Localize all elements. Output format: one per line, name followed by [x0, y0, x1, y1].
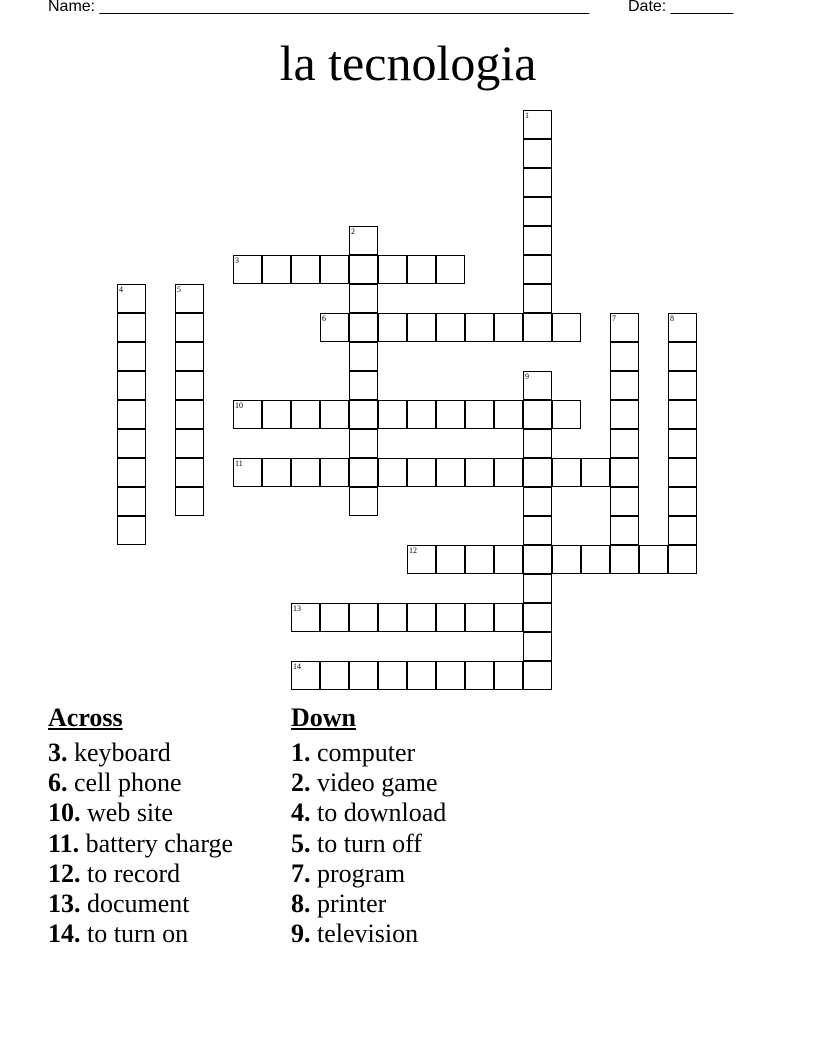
grid-cell[interactable]	[494, 545, 523, 574]
clue-number: 3	[235, 256, 239, 265]
grid-cell[interactable]	[552, 458, 581, 487]
grid-cell[interactable]	[668, 400, 697, 429]
grid-cell[interactable]	[581, 458, 610, 487]
grid-cell[interactable]	[407, 458, 436, 487]
grid-cell[interactable]	[494, 661, 523, 690]
grid-cell[interactable]	[378, 255, 407, 284]
grid-cell[interactable]	[378, 313, 407, 342]
grid-cell[interactable]	[668, 487, 697, 516]
grid-cell[interactable]	[465, 400, 494, 429]
grid-cell[interactable]	[465, 661, 494, 690]
grid-cell[interactable]	[668, 545, 697, 574]
grid-cell[interactable]	[523, 226, 552, 255]
grid-cell[interactable]	[552, 545, 581, 574]
grid-cell[interactable]	[117, 487, 146, 516]
grid-cell[interactable]	[465, 313, 494, 342]
grid-cell[interactable]	[378, 458, 407, 487]
grid-cell[interactable]	[407, 661, 436, 690]
down-clue: 9. television	[291, 919, 419, 949]
grid-cell[interactable]	[349, 603, 378, 632]
grid-cell[interactable]	[349, 255, 378, 284]
grid-cell[interactable]	[436, 313, 465, 342]
grid-cell[interactable]	[581, 545, 610, 574]
grid-cell[interactable]	[436, 545, 465, 574]
grid-cell[interactable]	[610, 371, 639, 400]
grid-cell[interactable]	[523, 429, 552, 458]
grid-cell[interactable]	[552, 400, 581, 429]
across-clue: 14. to turn on	[48, 919, 189, 949]
clue-number: 9	[525, 372, 529, 381]
grid-cell[interactable]	[320, 400, 349, 429]
grid-cell[interactable]	[523, 284, 552, 313]
grid-cell[interactable]	[291, 603, 320, 632]
down-clue: 2. video game	[291, 768, 438, 798]
grid-cell[interactable]	[233, 255, 262, 284]
across-clues	[48, 702, 233, 949]
grid-cell[interactable]	[668, 371, 697, 400]
clue-number: 12	[409, 546, 417, 555]
grid-cell[interactable]	[175, 458, 204, 487]
grid-cell[interactable]	[349, 400, 378, 429]
clue-number: 10	[235, 401, 243, 410]
grid-cell[interactable]	[378, 603, 407, 632]
grid-cell[interactable]	[668, 429, 697, 458]
grid-cell[interactable]	[175, 313, 204, 342]
grid-cell[interactable]	[349, 458, 378, 487]
grid-cell[interactable]	[610, 516, 639, 545]
grid-cell[interactable]	[349, 661, 378, 690]
grid-cell[interactable]	[349, 342, 378, 371]
grid-cell[interactable]	[117, 516, 146, 545]
grid-cell[interactable]	[523, 632, 552, 661]
grid-cell[interactable]	[407, 603, 436, 632]
grid-cell[interactable]	[117, 429, 146, 458]
grid-cell[interactable]	[349, 487, 378, 516]
grid-cell[interactable]	[349, 429, 378, 458]
grid-cell[interactable]	[117, 371, 146, 400]
grid-cell[interactable]	[349, 371, 378, 400]
clue-number: 6	[322, 314, 326, 323]
grid-cell[interactable]	[262, 400, 291, 429]
grid-cell[interactable]	[262, 255, 291, 284]
grid-cell[interactable]	[523, 545, 552, 574]
down-heading: Down	[291, 703, 357, 732]
grid-cell[interactable]	[668, 458, 697, 487]
grid-cell[interactable]	[436, 255, 465, 284]
grid-cell[interactable]	[610, 487, 639, 516]
grid-cell[interactable]	[523, 371, 552, 400]
across-clue: 3. keyboard	[48, 738, 171, 767]
grid-cell[interactable]	[436, 400, 465, 429]
grid-cell[interactable]	[320, 313, 349, 342]
grid-cell[interactable]	[610, 342, 639, 371]
grid-cell[interactable]	[378, 661, 407, 690]
grid-cell[interactable]	[523, 400, 552, 429]
date-field[interactable]: Date: _______	[628, 0, 733, 15]
grid-cell[interactable]	[349, 313, 378, 342]
grid-cell[interactable]	[291, 458, 320, 487]
clue-number: 11	[235, 459, 243, 468]
grid-cell[interactable]	[465, 545, 494, 574]
grid-cell[interactable]	[117, 400, 146, 429]
grid-cell[interactable]	[378, 400, 407, 429]
grid-cell[interactable]	[465, 603, 494, 632]
grid-cell[interactable]	[407, 313, 436, 342]
grid-cell[interactable]	[233, 458, 262, 487]
grid-cell[interactable]	[175, 284, 204, 313]
down-clue: 5. to turn off	[291, 828, 422, 858]
clue-number: 5	[177, 285, 181, 294]
clue-number: 13	[293, 604, 301, 613]
grid-cell[interactable]	[494, 400, 523, 429]
grid-cell[interactable]	[494, 313, 523, 342]
grid-cell[interactable]	[610, 400, 639, 429]
grid-cell[interactable]	[117, 342, 146, 371]
grid-cell[interactable]	[320, 255, 349, 284]
grid-cell[interactable]	[465, 458, 494, 487]
grid-cell[interactable]	[349, 284, 378, 313]
across-clue: 10. web site	[48, 798, 173, 828]
clue-number: 1	[525, 111, 529, 120]
clue-number: 8	[670, 314, 674, 323]
grid-cell[interactable]	[523, 487, 552, 516]
grid-cell[interactable]	[523, 139, 552, 168]
across-heading: Across	[48, 703, 123, 732]
grid-cell[interactable]	[552, 313, 581, 342]
grid-cell[interactable]	[523, 661, 552, 690]
down-clue: 4. to download	[291, 798, 447, 828]
grid-cell[interactable]	[523, 197, 552, 226]
grid-cell[interactable]	[320, 603, 349, 632]
clue-number: 2	[351, 227, 355, 236]
grid-cell[interactable]	[610, 545, 639, 574]
grid-cell[interactable]	[291, 255, 320, 284]
grid-cell[interactable]	[117, 458, 146, 487]
down-clue: 1. computer	[291, 738, 416, 767]
grid-cell[interactable]	[349, 226, 378, 255]
grid-cell[interactable]	[523, 458, 552, 487]
grid-cell[interactable]	[639, 545, 668, 574]
grid-cell[interactable]	[175, 342, 204, 371]
grid-cell[interactable]	[320, 661, 349, 690]
grid-cell[interactable]	[523, 603, 552, 632]
grid-cell[interactable]	[523, 168, 552, 197]
grid-cell[interactable]	[117, 284, 146, 313]
grid-cell[interactable]	[407, 400, 436, 429]
grid-cell[interactable]	[175, 429, 204, 458]
grid-cell[interactable]	[436, 661, 465, 690]
page-title: la tecnologia	[279, 35, 537, 91]
clue-number: 4	[119, 285, 123, 294]
grid-cell[interactable]	[407, 255, 436, 284]
grid-cell[interactable]	[523, 255, 552, 284]
grid-cell[interactable]	[610, 429, 639, 458]
grid-cell[interactable]	[117, 313, 146, 342]
down-clue: 8. printer	[291, 889, 387, 919]
grid-cell[interactable]	[668, 313, 697, 342]
grid-cell[interactable]	[175, 371, 204, 400]
grid-cell[interactable]	[291, 400, 320, 429]
name-field[interactable]: Name: _______________________________________________________	[48, 0, 589, 15]
across-clue: 12. to record	[48, 858, 181, 888]
grid-cell[interactable]	[610, 458, 639, 487]
clue-number: 14	[293, 662, 301, 671]
grid-cell[interactable]	[494, 458, 523, 487]
grid-cell[interactable]	[523, 110, 552, 139]
grid-cell[interactable]	[436, 603, 465, 632]
grid-cell[interactable]	[523, 574, 552, 603]
across-clue: 11. battery charge	[48, 828, 234, 858]
grid-cell[interactable]	[610, 313, 639, 342]
across-clue: 6. cell phone	[48, 768, 182, 798]
grid-cell[interactable]	[436, 458, 465, 487]
across-clue: 13. document	[48, 889, 190, 919]
grid-cell[interactable]	[523, 516, 552, 545]
grid-cell[interactable]	[233, 400, 262, 429]
grid-cell[interactable]	[668, 516, 697, 545]
grid-cell[interactable]	[320, 458, 349, 487]
down-clue: 7. program	[291, 858, 406, 888]
grid-cell[interactable]	[523, 313, 552, 342]
grid-cell[interactable]	[175, 400, 204, 429]
down-clues	[291, 702, 446, 949]
grid-cell[interactable]	[262, 458, 291, 487]
grid-cell[interactable]	[407, 545, 436, 574]
grid-cell[interactable]	[494, 603, 523, 632]
grid-cell[interactable]	[291, 661, 320, 690]
grid-cell[interactable]	[175, 487, 204, 516]
clue-number: 7	[612, 314, 616, 323]
grid-cell[interactable]	[668, 342, 697, 371]
